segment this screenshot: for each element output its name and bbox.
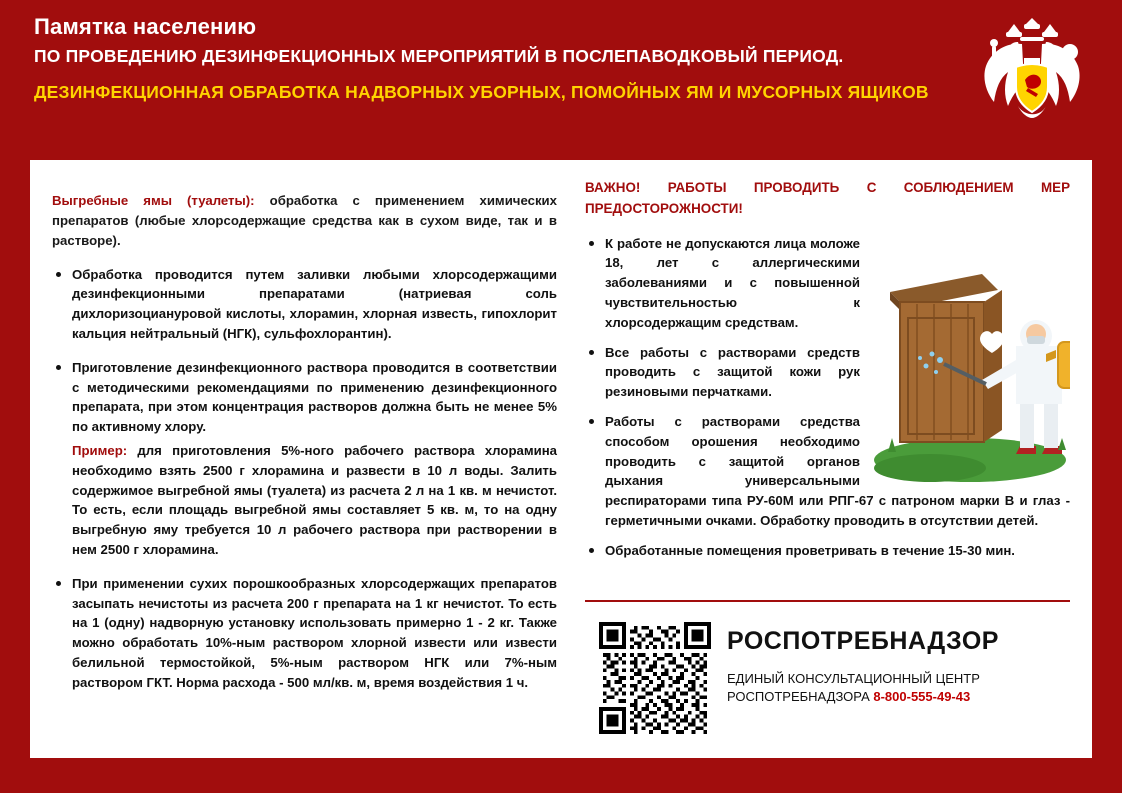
center-line-2-wrapper	[727, 688, 999, 707]
header-topic: ДЕЗИНФЕКЦИОННАЯ ОБРАБОТКА НАДВОРНЫХ УБОРНЫХ, ПОМОЙНЫХ ЯМ И МУСОРНЫХ ЯЩИКОВ	[34, 82, 929, 102]
list-item	[585, 412, 1070, 531]
footer-text	[727, 622, 999, 707]
example-label: Пример:	[72, 442, 128, 458]
list-item	[52, 574, 557, 693]
center-line-1: ЕДИНЫЙ КОНСУЛЬТАЦИОННЫЙ ЦЕНТР	[727, 670, 980, 686]
left-column	[30, 160, 575, 758]
header-subtitle: ПО ПРОВЕДЕНИЮ ДЕЗИНФЕКЦИОННЫХ МЕРОПРИЯТИЙ В ПОСЛЕПАВОДКОВЫЙ ПЕРИОД.	[34, 46, 844, 66]
bullet-text: Приготовление дезинфекционного раствора проводится в соответствии с методическими рекомендациями по применению дезинфекционного препарата, при этом концентрация растворов должна быть не менее 5% по активному хлору.	[72, 359, 557, 435]
russian-coat-of-arms-icon	[978, 18, 1086, 136]
hotline-phone[interactable]: 8-800-555-49-43	[873, 689, 971, 705]
bullet-text: К работе не допускаются лица моложе 18, лет с аллергическими заболеваниями и с повышенной чувствительностью к хлорсодержащим средствам.	[605, 235, 860, 330]
header-title: Памятка населению	[34, 14, 257, 39]
footer-divider	[585, 600, 1070, 602]
organization-name: РОСПОТРЕБНАДЗОР	[727, 627, 999, 655]
left-bullet-list	[52, 265, 557, 693]
bullet-text: Работы с растворами средства способом орошения необходимо проводить с защитой органов дыхания универсальными респираторами типа РУ-60М или РПГ-67 с патроном марки В и глаз - герметичными очками. Обработку проводить в отсутствии детей.	[605, 413, 1070, 528]
right-bullet-list	[585, 234, 1070, 561]
list-item	[585, 234, 1070, 333]
list-item	[52, 265, 557, 344]
consultation-center	[727, 670, 999, 708]
lead-emphasis: Выгребные ямы (туалеты):	[52, 193, 255, 209]
bullet-text: При применении сухих порошкообразных хлорсодержащих препаратов засыпать нечистоты из расчета 200 г препарата на 1 кг нечистот. То есть на 1 (одну) надворную установку использовать примерно 1 - 2 кг. Также можно обработать 10%-ным раствором хлорной извести или извести белильной термостойкой, 5%-ным раствором НГК или 7%-ным раствором ГКТ. Норма расхода - 500 мл/кв. м, время воздействия 1 ч.	[72, 575, 557, 690]
content-card	[30, 160, 1092, 758]
lead-paragraph	[52, 191, 557, 250]
example-text: для приготовления 5%-ного рабочего раствора хлорамина необходимо взять 2500 г хлорамина и развести в 10 л воды. Залить содержимое выгребной ямы (туалета) из расчета 2 л на 1 кв. м нечистот. То есть, если площадь выгребной ямы составляет 5 кв. м, то на одну выгребную яму требуется 10 л рабочего раствора при растворении в нем 2500 г хлорамина.	[72, 442, 557, 557]
right-column	[575, 160, 1092, 758]
poster-header	[0, 0, 1122, 150]
bullet-text: Обработка проводится путем заливки любыми хлорсодержащими дезинфекционными препаратами (натриевая соль дихлоризоциануровой кислоты, хлорамин, хлорная известь, гипохлорит кальция нейтральный (НГК), сульфохлорантин).	[72, 266, 557, 341]
example-block	[72, 441, 557, 560]
lead-text: обработка с применением химических препаратов (любые хлорсодержащие средства как в сухом виде, так и в растворе).	[52, 193, 557, 248]
list-item	[585, 541, 1070, 561]
bullet-text: Все работы с растворами средств проводить с защитой кожи рук резиновыми перчатками.	[605, 344, 860, 400]
list-item	[585, 343, 1070, 402]
qr-code[interactable]	[599, 622, 711, 734]
center-line-2: РОСПОТРЕБНАДЗОРА	[727, 689, 870, 705]
bullet-text: Обработанные помещения проветривать в течение 15-30 мин.	[605, 542, 1015, 558]
list-item	[52, 358, 557, 560]
warning-title: ВАЖНО! РАБОТЫ ПРОВОДИТЬ С СОБЛЮДЕНИЕМ МЕР ПРЕДОСТОРОЖНОСТИ!	[585, 180, 1070, 216]
footer-block	[599, 622, 1070, 734]
